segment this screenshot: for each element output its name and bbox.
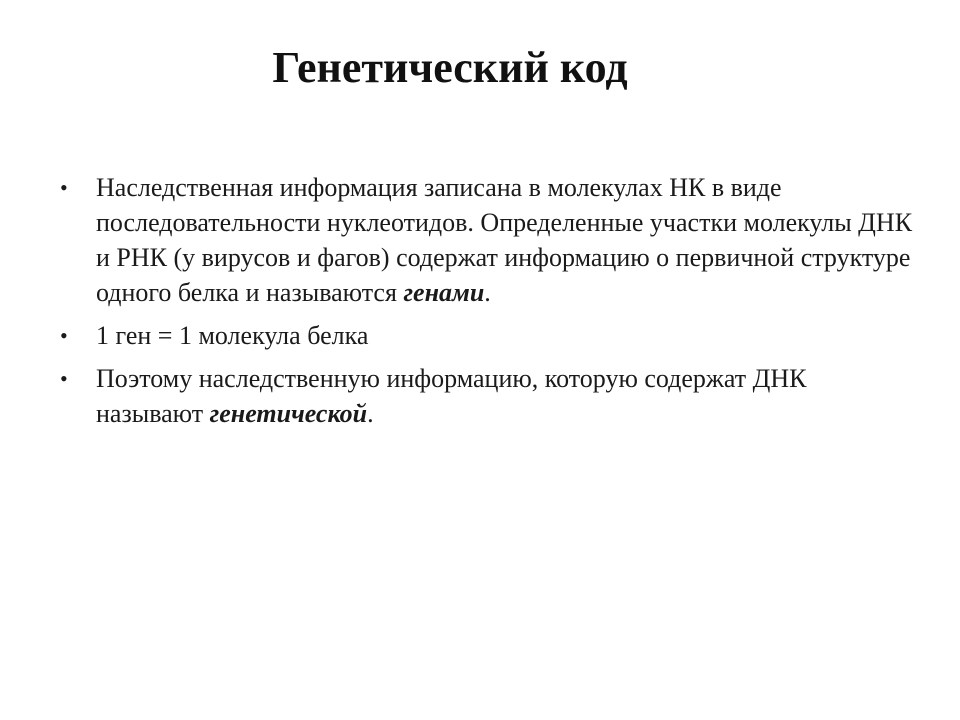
bullet-term: генами bbox=[403, 278, 485, 307]
bullet-icon: • bbox=[60, 323, 68, 348]
bullet-text: 1 ген = 1 молекула белка bbox=[96, 321, 369, 350]
bullet-item bbox=[60, 170, 920, 310]
bullet-term: генетической bbox=[209, 399, 368, 428]
bullet-text-end: . bbox=[367, 399, 374, 428]
bullet-icon: • bbox=[60, 366, 68, 391]
bullet-text: Поэтому наследственную информацию, которую содержат ДНК называют bbox=[96, 364, 807, 428]
bullet-list bbox=[60, 170, 920, 439]
bullet-text-end: . bbox=[484, 278, 491, 307]
slide-title: Генетический код bbox=[272, 43, 628, 92]
bullet-text: Наследственная информация записана в молекулах НК в виде последовательности нуклеотидов. Определенные участки молекулы ДНК и РНК (у вирусов и фагов) содержат информацию о первичной структуре одного белка и называются bbox=[96, 173, 913, 307]
bullet-icon: • bbox=[60, 175, 68, 200]
bullet-item bbox=[60, 318, 920, 353]
bullet-item bbox=[60, 361, 920, 431]
